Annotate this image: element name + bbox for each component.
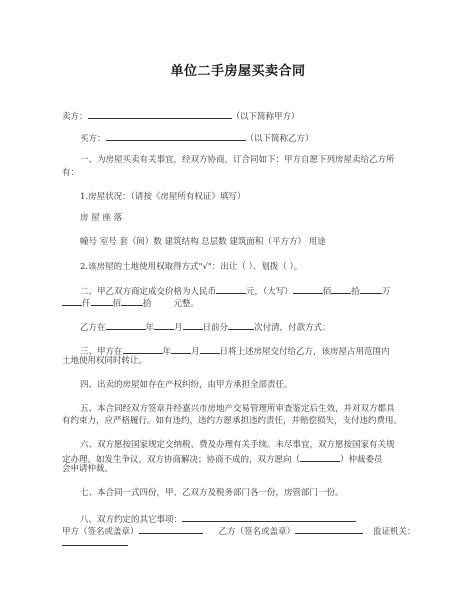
- delivery-year: 年: [162, 347, 172, 357]
- payment-month: 月: [174, 323, 183, 333]
- buyer-line: [80, 131, 314, 145]
- party-b-sign-label: 乙方（签名或盖章）: [218, 527, 296, 537]
- clause-1-line-1: 一、为房屋买卖有关事宜，经双方协商，订合同如下：甲方自愿下列房屋卖给乙方所: [80, 155, 395, 165]
- payment-year-blank: [106, 320, 146, 330]
- property-location-line: 房 屋 座 落: [80, 213, 123, 223]
- payment-day: 日前分: [202, 323, 229, 333]
- delivery-line-2: 土地使用权同时转让。: [62, 356, 148, 366]
- seller-label: 卖方：: [62, 112, 88, 122]
- clause-6-a: 定办理。如发生争议，双方协商解决；协商不成的，双方愿向（: [62, 455, 301, 465]
- clause-8-blank: [182, 512, 356, 522]
- price-bai-blank: [293, 284, 323, 294]
- party-a-sign-blank: [139, 524, 203, 534]
- delivery-month-blank: [171, 344, 191, 354]
- property-status-line: 1.房屋状况：（请按《房屋所有权证》填写）: [80, 192, 246, 202]
- clause-6-b: ）仲裁委员: [340, 455, 383, 465]
- payment-a: 乙方在: [80, 323, 106, 333]
- price-qian-blank: [62, 296, 82, 306]
- price-shi: 拾: [351, 287, 360, 297]
- seller-blank: [88, 109, 232, 119]
- party-a-sign-label: 甲方（签名或盖章）: [62, 527, 139, 537]
- price-text: 二、甲乙双方商定成交价格为人民币: [80, 287, 217, 297]
- price-qian: 仟: [82, 299, 91, 309]
- payment-year: 年: [145, 323, 155, 333]
- seller-note: （以下简称甲方）: [231, 112, 300, 122]
- clause-7-line: 七、本合同一式四份，甲、乙双方及税务部门各一份，房管部门一份。: [80, 488, 344, 498]
- price-line-2: [62, 296, 199, 310]
- price-bai2: 佰: [112, 299, 122, 309]
- seller-line: [62, 109, 300, 123]
- delivery-year-blank: [123, 344, 163, 354]
- delivery-a: 三、甲方在: [80, 347, 123, 357]
- payment-line: [80, 320, 331, 334]
- buyer-blank: [106, 131, 246, 141]
- clause-6-line-1: 六、双方愿按国家规定交纳税、费及办理有关手续。未尽事宜，双方愿按国家有关规: [80, 440, 395, 450]
- price-yuan: 元，（大写）: [246, 287, 293, 297]
- payment-method: 次付清，付款方式：: [254, 323, 331, 333]
- buyer-label: 买方：: [80, 134, 106, 144]
- price-shi2: 拾: [143, 299, 152, 309]
- payment-times-blank: [228, 320, 254, 330]
- buyer-note: （以下简称乙方）: [245, 134, 314, 144]
- party-b-sign-blank: [295, 524, 363, 534]
- property-columns-line: 幢号 室号 套（间）数 建筑结构 总层数 建筑面积（平方方） 用途: [80, 237, 326, 247]
- payment-month-blank: [154, 320, 174, 330]
- supervisor-label: 监证机关：: [373, 527, 416, 537]
- arbitration-blank: [300, 452, 340, 462]
- price-wan-blank: [360, 284, 382, 294]
- price-bai: 佰: [322, 287, 332, 297]
- price-blank: [216, 284, 246, 294]
- clause-6-line-3: 会申请仲裁。: [62, 464, 114, 474]
- clause-5-line-2: 有约束力，应严格履行。如有违约，违约方愿承担违约责任，并赔偿损失，支付违约费用。: [62, 416, 403, 426]
- payment-day-blank: [183, 320, 203, 330]
- clause-4-line: 四、出卖的房屋如存在产权纠纷，由甲方承担全部责任。: [80, 380, 293, 390]
- delivery-rest: 日将上述房屋交付给乙方，该房屋占用范围内: [219, 347, 390, 357]
- price-wan: 万: [381, 287, 391, 297]
- supervisor-line: [62, 536, 128, 550]
- supervisor-blank: [62, 536, 128, 546]
- clause-5-line-1: 五、本合同经双方签章并经嘉兴市房地产交易管理所审查鉴定后生效，并对双方都具: [80, 404, 395, 414]
- clause-8-label: 八、双方约定的其它事项：: [80, 515, 183, 525]
- price-shi2-blank: [121, 296, 143, 306]
- delivery-month: 月: [191, 347, 200, 357]
- land-use-line: 2.该房屋的土地使用权取得方式"√"：出让（ ）、划拨（ ）。: [80, 262, 303, 272]
- price-bai2-blank: [91, 296, 113, 306]
- document-title: 单位二手房屋买卖合同: [170, 64, 306, 79]
- delivery-day-blank: [200, 344, 220, 354]
- price-shi-blank: [331, 284, 351, 294]
- price-yuan-zheng: 元整。: [173, 299, 200, 309]
- clause-1-line-2: 有：: [62, 168, 80, 178]
